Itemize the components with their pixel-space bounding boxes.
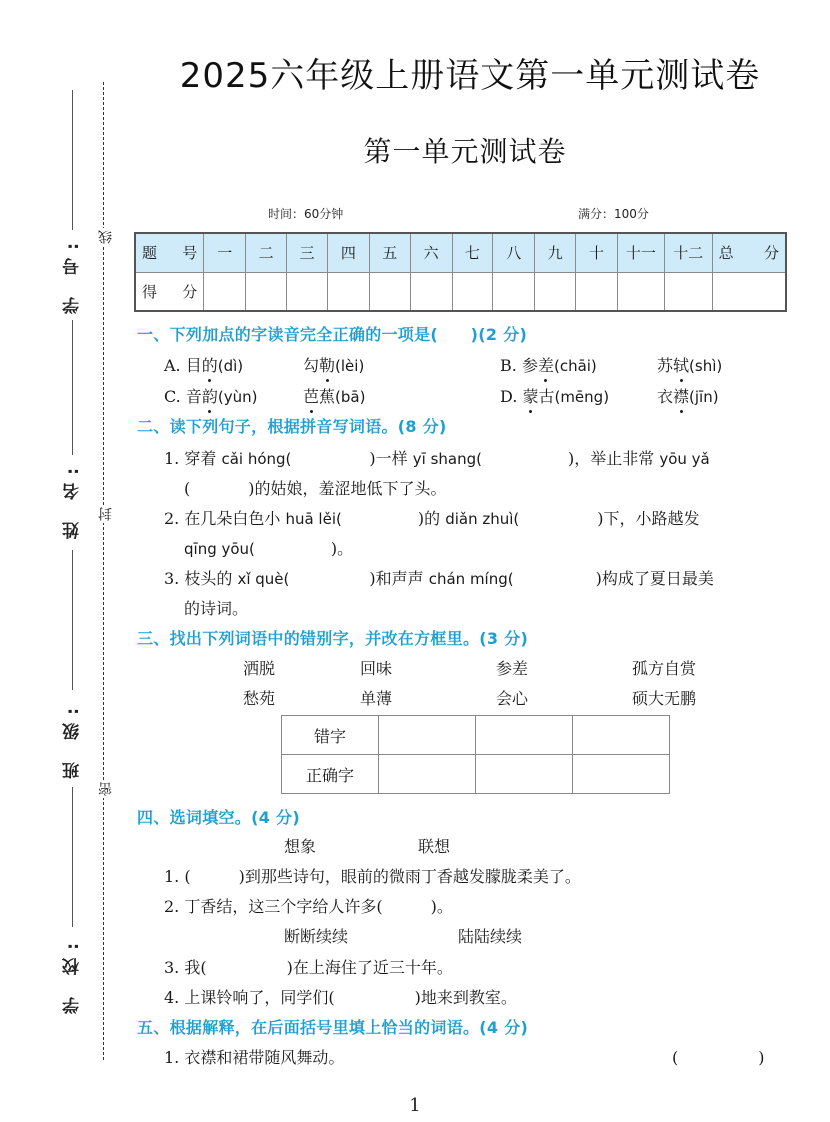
s2-question-3 — [164, 566, 714, 589]
s5-question-1: 1. 衣襟和裙带随风舞动。 — [164, 1048, 345, 1067]
total-header — [712, 233, 786, 272]
s2-question-2 — [164, 506, 700, 529]
col-header-10: 十 — [576, 233, 618, 272]
score-table-score-row — [135, 272, 786, 311]
col-header-5: 五 — [369, 233, 410, 272]
section-5-heading: 五、根据解释，在后面括号里填上恰当的词语。(4 分) — [137, 1018, 529, 1037]
option-c — [164, 384, 258, 407]
wrong-char-row — [282, 716, 670, 755]
col-header-3: 三 — [287, 233, 328, 272]
section-2-heading: 二、读下列句子，根据拼音写词语。(8 分) — [137, 417, 447, 436]
s2-question-2-cont — [184, 536, 353, 559]
s2-q1-text-b: )一样 — [369, 449, 413, 468]
s2-q2-pinyin-1: huā lěi( — [285, 510, 342, 528]
page-number: 1 — [409, 1095, 421, 1116]
s2-q2-pinyin-2: diǎn zhuì( — [445, 510, 520, 528]
s5-answer-blank[interactable]: ( ) — [672, 1048, 765, 1067]
col-header-6: 六 — [410, 233, 452, 272]
wrong-char-cell[interactable] — [476, 716, 573, 755]
correct-char-cell[interactable] — [476, 755, 573, 794]
s3-word: 愁苑 — [243, 689, 276, 708]
option-c-word2 — [303, 384, 365, 407]
document-title: 2025六年级上册语文第一单元测试卷 — [179, 56, 761, 96]
option-b-word2-pinyin: (shì) — [689, 357, 723, 375]
s3-word: 洒脱 — [243, 659, 276, 678]
s2-q1-text-a: 1. 穿着 — [164, 449, 222, 468]
section-3-heading: 三、找出下列词语中的错别字，并改在方框里。(3 分) — [137, 629, 529, 648]
exam-subtitle: 第一单元测试卷 — [363, 135, 567, 168]
option-d-char: 古 — [538, 387, 555, 406]
wrong-char-cell[interactable] — [573, 716, 670, 755]
option-a-char: 目 — [185, 356, 202, 375]
option-c-dotted-char: 韵 — [202, 384, 218, 407]
score-cell-5[interactable] — [369, 272, 410, 311]
col-header-2: 二 — [246, 233, 287, 272]
option-d-dotted-char: 蒙 — [522, 384, 538, 407]
seal-char-xian: 线 — [98, 230, 114, 244]
s3-word: 回味 — [360, 659, 393, 678]
seal-char-feng: 封 — [98, 507, 114, 521]
option-c-word2-dotted-char: 芭 — [303, 384, 319, 407]
correction-table — [281, 715, 670, 794]
col-header-11: 十一 — [617, 233, 664, 272]
score-label-left: 得 — [142, 282, 158, 301]
correct-char-label: 正确字 — [282, 755, 379, 794]
name-label: 姓 名: — [63, 460, 83, 539]
score-cell-6[interactable] — [410, 272, 452, 311]
score-cell-4[interactable] — [327, 272, 369, 311]
option-a-pinyin: (dì) — [217, 357, 244, 375]
s2-q2-text-b: )的 — [417, 509, 446, 528]
option-a-word2 — [303, 353, 364, 376]
option-c-pinyin: (yùn) — [217, 388, 258, 406]
header-label-right: 号 — [182, 244, 198, 263]
time-limit: 时间：60分钟 — [268, 207, 344, 221]
option-c-word2-pinyin: (bā) — [335, 388, 366, 406]
s2-question-3-cont: 的诗词。 — [184, 599, 249, 618]
option-d-word2-char: 衣 — [657, 387, 674, 406]
seal-char-mi: 密 — [98, 782, 114, 796]
score-table-header-row — [135, 233, 786, 272]
wrong-char-label: 错字 — [282, 716, 379, 755]
option-a-dotted-char: 的 — [202, 353, 218, 376]
s2-q2-text-c: )下，小路越发 — [597, 509, 700, 528]
s2-q3-pinyin-2: chán míng( — [428, 570, 514, 588]
option-d-word2-pinyin: (jīn) — [689, 388, 719, 406]
class-label: 班 级: — [63, 700, 83, 779]
score-cell-total[interactable] — [712, 272, 786, 311]
s2-q1-open-paren: ( — [184, 479, 191, 498]
s3-word: 孤方自赏 — [632, 659, 697, 678]
col-header-4: 四 — [327, 233, 369, 272]
s3-word: 单薄 — [360, 689, 393, 708]
option-d-letter: D. — [500, 387, 518, 406]
option-c-word2-char: 蕉 — [319, 387, 336, 406]
s2-q3-text-b: )和声声 — [369, 569, 429, 588]
full-score: 满分：100分 — [578, 207, 649, 221]
score-cell-11[interactable] — [617, 272, 664, 311]
option-b-word2-char: 苏 — [657, 356, 674, 375]
section-4-heading: 四、选词填空。(4 分) — [137, 808, 300, 827]
score-cell-2[interactable] — [246, 272, 287, 311]
s2-question-1 — [164, 446, 789, 469]
score-cell-3[interactable] — [287, 272, 328, 311]
option-d-pinyin: (mēng) — [554, 388, 610, 406]
option-b-word2 — [657, 353, 722, 376]
correct-char-row — [282, 755, 670, 794]
score-table — [134, 232, 787, 312]
col-header-9: 九 — [535, 233, 576, 272]
s2-question-1-cont — [184, 476, 447, 499]
s2-q3-pinyin-1: xǐ què( — [237, 570, 290, 588]
s4-choice: 想象 — [284, 837, 317, 856]
option-a-word2-char: 勾 — [303, 356, 320, 375]
col-header-7: 七 — [452, 233, 493, 272]
option-b-pinyin: (chāi) — [553, 357, 597, 375]
student-id-label: 学 号: — [63, 235, 83, 314]
s2-q2-text-d: )。 — [330, 539, 354, 558]
s3-word: 硕大无鹏 — [632, 689, 697, 708]
wrong-char-cell[interactable] — [379, 716, 476, 755]
question-number-header — [135, 233, 204, 272]
s2-q1-pinyin-3: yōu yǎ — [659, 450, 710, 468]
option-a — [164, 353, 243, 376]
score-cell-10[interactable] — [576, 272, 618, 311]
s4-question-2: 2. 丁香结，这三个字给人许多( )。 — [164, 897, 453, 916]
s4-question-3: 3. 我( )在上海住了近三十年。 — [164, 958, 453, 977]
header-label-left: 题 — [142, 244, 158, 263]
s2-q3-text-a: 3. 枝头的 — [164, 569, 238, 588]
score-cell-8[interactable] — [493, 272, 535, 311]
s2-q2-text-a: 2. 在几朵白色小 — [164, 509, 286, 528]
score-cell-7[interactable] — [452, 272, 493, 311]
s3-word: 会心 — [496, 689, 529, 708]
option-c-char: 音 — [185, 387, 202, 406]
section-1-heading: 一、下列加点的字读音完全正确的一项是( )(2 分) — [137, 325, 528, 344]
s2-q1-pinyin-2: yī shang( — [412, 450, 482, 468]
option-b-char: 参 — [521, 356, 538, 375]
score-cell-9[interactable] — [535, 272, 576, 311]
option-a-word2-pinyin: (lèi) — [335, 357, 365, 375]
s4-choice: 断断续续 — [284, 927, 349, 946]
correct-char-cell[interactable] — [573, 755, 670, 794]
name-line[interactable] — [72, 320, 73, 455]
col-header-12: 十二 — [664, 233, 712, 272]
col-header-8: 八 — [493, 233, 535, 272]
option-d — [500, 384, 609, 407]
score-row-label — [135, 272, 204, 311]
s4-question-1: 1. ( )到那些诗句，眼前的微雨丁香越发朦胧柔美了。 — [164, 867, 581, 886]
option-d-word2 — [657, 384, 719, 407]
option-a-word2-dotted-char: 勒 — [319, 353, 335, 376]
option-b-letter: B. — [500, 356, 517, 375]
s2-q2-pinyin-3: qīng yōu( — [184, 540, 255, 558]
s4-choice: 联想 — [418, 837, 451, 856]
school-line[interactable] — [72, 787, 73, 927]
student-id-line[interactable] — [72, 90, 73, 230]
option-b — [500, 353, 597, 376]
total-label-right: 分 — [763, 244, 779, 263]
option-c-letter: C. — [164, 387, 181, 406]
option-b-word2-dotted-char: 轼 — [673, 353, 689, 376]
s2-q1-text-d: )的姑娘，羞涩地低下了头。 — [248, 479, 447, 498]
score-cell-1[interactable] — [204, 272, 246, 311]
col-header-1: 一 — [204, 233, 246, 272]
total-label-left: 总 — [718, 244, 734, 263]
s2-q3-text-c: )构成了夏日最美 — [595, 569, 714, 588]
correct-char-cell[interactable] — [379, 755, 476, 794]
school-label: 学 校: — [63, 935, 83, 1014]
s4-question-4: 4. 上课铃响了，同学们( )地来到教室。 — [164, 988, 517, 1007]
s2-q1-text-c: )，举止非常 — [567, 449, 660, 468]
option-a-letter: A. — [164, 356, 181, 375]
score-label-right: 分 — [182, 282, 198, 301]
s4-choice: 陆陆续续 — [458, 927, 523, 946]
option-b-dotted-char: 差 — [538, 353, 554, 376]
option-d-word2-dotted-char: 襟 — [673, 384, 689, 407]
s3-word: 参差 — [496, 659, 529, 678]
score-cell-12[interactable] — [664, 272, 712, 311]
s2-q1-pinyin-1: cǎi hóng( — [221, 450, 292, 468]
class-line[interactable] — [72, 550, 73, 690]
